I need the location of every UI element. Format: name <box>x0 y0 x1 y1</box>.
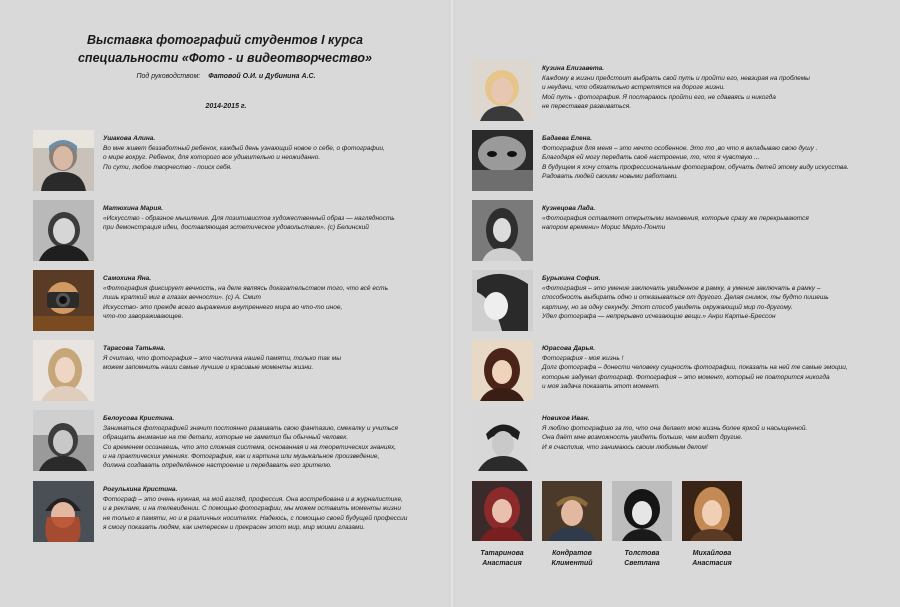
student-name: Юрасова Дарья. <box>542 345 595 352</box>
student-text: Ушакова Алина. Во мне живет беззаботный ребенок, каждый день узнающий новое о себе, о фотографии, о мире вокруг. Ребенок, для которого все удивительно и неожиданно. По сути, любое творчество - поиск себя. <box>103 134 443 172</box>
student-photo <box>472 340 533 401</box>
student-text: Самохина Яна. «Фотография фиксирует вечность, на деле являясь доказательством того, что всё есть лишь краткий миг в глазах вечности». (с) А. Смит Искусство- это прежде всего выражение внутреннего мира во что-то иное, что-то завораживающее. <box>103 274 443 321</box>
student-text: Юрасова Дарья. Фотография - моя жизнь ! Долг фотографа – донести человеку сущность фотографии, показать на ней те самые эмоции, которые задумал фотограф. Фотография – это момент, который не повторится никогда и моя задача показать этот момент. <box>542 344 882 391</box>
student-text: Новиков Иван. Я люблю фотографию за то, что она делает мою жизнь более яркой и насыщенной. Она даёт мне возможность увидеть больше, чем видят другие. И я счастлив, что занимаюсь своим любимым делом! <box>542 414 882 452</box>
student-name: Кузина Елизавета. <box>542 65 605 72</box>
student-name: Ушакова Алина. <box>103 135 156 142</box>
student-photo <box>472 130 533 191</box>
student-text: Бурыкина София. «Фотография – это умение заключать увиденное в рамку, а умение заключать в рамку – способность выбирать одно и отказываться от другого. Делая снимок, ты будто пишешь картину, но за одну секунду. Этот способ увидеть окружающий мир по-другому. Удел фотографа — непрерывно исчезающие вещи.» Анри Картье-Брессон <box>542 274 882 321</box>
student-name: Бадаева Елена. <box>542 135 592 142</box>
student-photo <box>33 130 94 191</box>
student-text: Рогулькина Кристина. Фотограф – это очень нужная, на мой взгляд, профессия. Она востребована и в журналистике, и в рекламе, и на телевидении. С помощью фотографии, мы можем оставить моменты жизни не только в памяти, но и в различных носителях. Надеюсь, с помощью своей будущей профессии я смогу показать людям, как интересен и прекрасен этот мир, мир моими глазами. <box>103 485 443 532</box>
bottom-name-mikhailova: Михайлова Анастасия <box>692 550 732 567</box>
student-text: Матюхина Мария. «Искусство - образное мышление. Для позитивистов художественный образ — наглядность при демонстрация идеи, доставляющая эстетическое удовольствие». (с) Белинский <box>103 204 443 233</box>
student-text: Белоусова Кристина. Заниматься фотографией значит постоянно развивать свою фантазию, смекалку и учиться обращать внимание на те детали, которые не заметил бы обычный человек. Со временем осознаешь, что это сложная система, основанная и на теоретических знаниях, и на практических умениях. Фотография, как и картина или музыкальное произведение, должна создавать определённое настроение и передавать его зрителю. <box>103 414 443 470</box>
student-photo <box>472 270 533 331</box>
student-photo <box>33 481 94 542</box>
student-photo <box>33 270 94 331</box>
student-photo-tatarinova <box>472 481 532 541</box>
student-name: Тарасова Татьяна. <box>103 345 166 352</box>
bottom-name-tatarinova: Татаринова Анастасия <box>480 550 524 567</box>
supervisor-line: Под руководством: Фатовой О.И. и Дубинина А.С. <box>136 73 316 80</box>
student-photo <box>472 410 533 471</box>
academic-year: 2014-2015 г. <box>205 103 247 110</box>
bottom-name-kondratov: Кондратов Климентий <box>551 550 593 567</box>
student-name: Кузнецова Лада. <box>542 205 596 212</box>
student-photo <box>33 340 94 401</box>
student-photo <box>472 60 533 121</box>
student-name: Новиков Иван. <box>542 415 590 422</box>
student-photo-kondratov <box>542 481 602 541</box>
right-page <box>455 0 900 607</box>
student-photo <box>472 200 533 261</box>
student-text: Тарасова Татьяна. Я считаю, что фотография – это частичка нашей памяти, только так мы можем запомнить наши самые лучшие и красивые моменты жизни. <box>103 344 443 373</box>
student-text: Бадаева Елена. Фотография для меня – это нечто особенное. Это то ,во что я вкладываю свою душу . Благодаря ей могу передать своё настроение, то, что я чувствую ... В будущем я хочу стать профессиональным фотографом, обучать детей этому виду искусства. Радовать людей своими новыми работами. <box>542 134 882 181</box>
student-name: Бурыкина София. <box>542 275 601 282</box>
student-name: Белоусова Кристина. <box>103 415 175 422</box>
student-text: Кузнецова Лада. «Фотография оставляет открытыми мгновения, которые сразу же перекрываются напором времени» Морис Мерло-Понти <box>542 204 882 233</box>
student-photo-mikhailova <box>682 481 742 541</box>
student-name: Рогулькина Кристина. <box>103 486 178 493</box>
student-photo <box>33 410 94 471</box>
student-text: Кузина Елизавета. Каждому в жизни предстоит выбрать свой путь и пройти его, невзирая на проблемы и неудачи, что обязательно встретятся на дороге жизни. Мой путь - фотография. Я постараюсь пройти его, не сдаваясь и никогда не переставая развиваться. <box>542 64 882 111</box>
student-name: Самохина Яна. <box>103 275 152 282</box>
student-photo-tolstova <box>612 481 672 541</box>
student-name: Матюхина Мария. <box>103 205 163 212</box>
bottom-name-tolstova: Толстова Светлана <box>624 550 660 567</box>
page-title: Выставка фотографий студентов I курса специальности «Фото - и видеотворчество» <box>77 33 372 65</box>
student-photo <box>33 200 94 261</box>
